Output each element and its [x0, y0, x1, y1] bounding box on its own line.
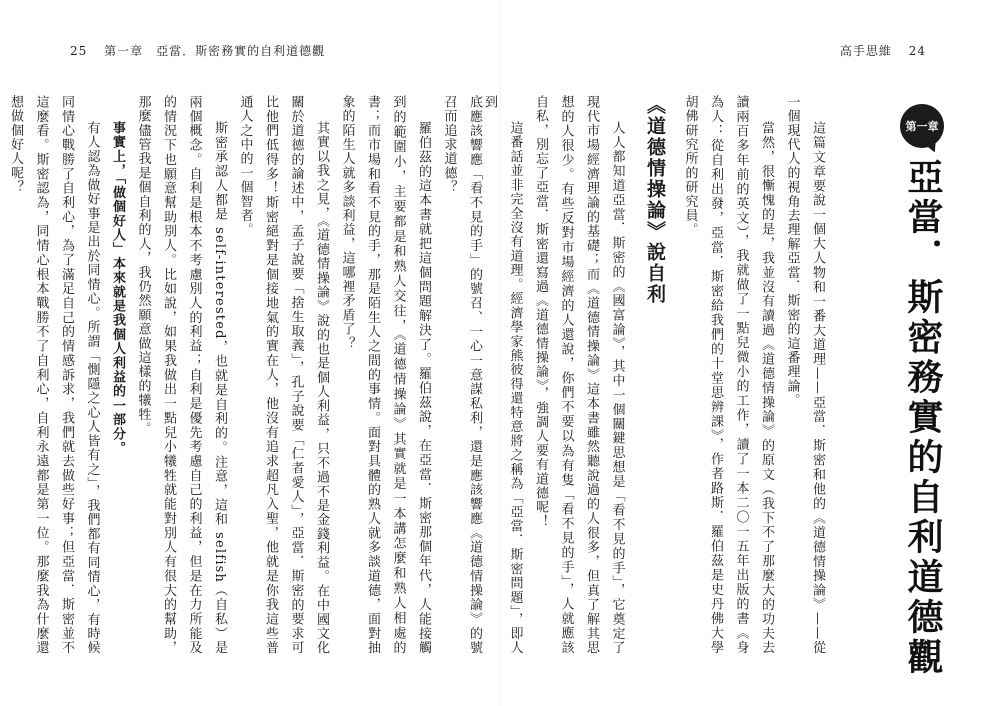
paragraph: 羅伯茲的這本書就把這個問題解決了。羅伯茲說，在亞當．斯密那個年代，人能接觸到的範圍小，主要都是和熟人交往，《道德情操論》其實就是一本講怎麼和熟人相處的書；而市場和看不見的手，那是陌生人之間的事情。面對具體的熟人就多談道德，面對抽象的陌生人就多談利益，這哪裡矛盾了？: [339, 95, 431, 655]
section-heading: 《道德情操論》說自利: [644, 95, 666, 305]
paragraph: 人人都知道亞當．斯密的《國富論》，其中一個關鍵思想是「看不見的手」，它奠定了現代市場經濟理論的基礎；而《道德情操論》這本書雖然聽說過的人很多，但真了解其思想的人很少。有些反對市場經濟的人還說，你們不要以為有隻「看不見的手」，人就應該自私，別忘了亞當．斯密還寫過《道德情操論》，強調人要有道德呢！: [533, 95, 625, 655]
right-page-body: [482, 95, 830, 655]
right-page-header: [840, 42, 938, 59]
paragraph: 當然，很慚愧的是，我並沒有讀過《道德情操論》的原文（我下不了那麼大的功夫去讀兩百多年前的英文），我就做了一點兒微小的工作，讀了一本二〇一五年出版的書《身為人：從自利出發，亞當．斯密給我們的十堂思辨課》，作者路斯．羅伯茲是史丹佛大學胡佛研究所的研究員。: [682, 95, 774, 655]
paragraph: 其實以我之見，《道德情操論》說的也是個人利益，只不過不是金錢利益。在中國文化關於道德的論述中，孟子說要「捨生取義」，孔子說要「仁者愛人」，亞當．斯密的要求可比他們低得多！斯密絕對是個接地氣的實在人，他沒有追求超凡入聖，他就是你我這些普通人之中的一個智者。: [237, 95, 329, 655]
right-page-number: 24: [908, 44, 926, 58]
paragraph: 斯密承認人都是 self-interested，也就是自利的。注意，這和 selfish（自私）是兩個概念。自利是根本不考慮別人的利益；自利是優先考慮自己的利益，但是在力所能及的情況下也願意幫助別人。比如說，如果我做出一點兒小犧牲就能對別人有很大的幫助，那麼儘管我是個自利的人，我仍然願意做這樣的犧牲。: [135, 95, 227, 655]
left-page-body: [8, 95, 487, 655]
right-page: [482, 95, 830, 655]
paragraph: 這番話並非完全沒有道理。經濟學家熊彼得還特意將之稱為「亞當．斯密問題」，即人到: [482, 95, 523, 655]
chapter-title: 亞當．斯密務實的自利道德觀: [902, 158, 943, 678]
left-page-header: [58, 42, 325, 59]
chapter-badge: 第一章: [900, 104, 944, 148]
paragraph: 這篇文章要說一個大人物和一番大道理——亞當．斯密和他的《道德情操論》——從一個現代人的視角去理解亞當．斯密的這番理論。: [784, 95, 825, 655]
left-running-head: 第一章 亞當．斯密務實的自利道德觀: [104, 44, 326, 58]
left-page-number: 25: [70, 44, 88, 58]
emphasis-paragraph: 事實上，「做個好人」本來就是我個人利益的一部分。: [110, 121, 125, 456]
left-page: [8, 95, 487, 655]
right-running-head: 高手思維: [839, 44, 892, 58]
paragraph: 有人認為做好事是出於同情心。所謂「惻隱之心人皆有之」，我們都有同情心，有時候同情心戰勝了自利心，為了滿足自己的情感訴求，我們就去做些好事；但亞當．斯密並不這麼看。斯密認為，同情心根本戰勝不了自利心，自利永遠都是第一位。那麼我為什麼還想做個好人呢？: [8, 95, 100, 655]
paragraph: 底應該響應「看不見的手」的號召、一心一意謀私利，還是應該響應《道德情操論》的號召而追求道德？: [441, 95, 482, 655]
